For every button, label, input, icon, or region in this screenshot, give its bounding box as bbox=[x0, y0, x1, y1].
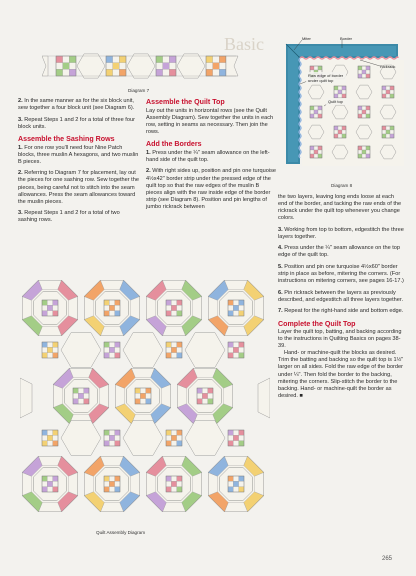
nine-patch-block bbox=[228, 430, 244, 446]
complete-text-2: Hand- or machine-quilt the blocks as desired. Trim the batting and backing so the quilt top is 1½" larger on all sides. Fold the raw edge of the border under ¼". Then fold the border to the backing, mitering the corners. Slip-stitch the border to the backing. Hand- or machine-quilt the border as desired. ■ bbox=[278, 350, 404, 399]
borders-heading: Add the Borders bbox=[146, 140, 202, 149]
quilt-block bbox=[53, 368, 108, 423]
rickrack-label: Rickrack bbox=[380, 64, 396, 69]
muslin-a-hexagon bbox=[185, 333, 225, 368]
col3-continued: the two layers, leaving long ends loose at each end of the border, and tacking the raw ends of the rickrack under the quilt top whenever you change colors. bbox=[278, 194, 402, 222]
quilt-block bbox=[22, 456, 77, 511]
sashing-step-1: 1. For one row you'll need four Nine Patch blocks, three muslin A hexagons, and two muslin B pieces. bbox=[18, 144, 139, 165]
muslin-a-hexagon bbox=[61, 333, 101, 368]
muslin-a-hexagon bbox=[127, 54, 155, 78]
muslin-a-hexagon bbox=[123, 333, 163, 368]
page-banner: Basic bbox=[224, 34, 264, 54]
under-quilt-top-label: under quilt top bbox=[308, 78, 334, 83]
nine-patch-block bbox=[156, 56, 176, 76]
nine-patch-block bbox=[42, 342, 58, 358]
sashing-step-3: 3. Repeat Steps 1 and 2 for a total of two sashing rows. bbox=[18, 210, 120, 224]
muslin-b-piece bbox=[226, 56, 238, 76]
diagram-7-caption: Diagram 7 bbox=[128, 88, 150, 93]
quilt-top-label: Quilt top bbox=[328, 99, 343, 104]
sashing-heading: Assemble the Sashing Rows bbox=[18, 135, 115, 144]
sashing-step-2: 2. Referring to Diagram 7 for placement, lay out the pieces for one sashing row. Sew together the pieces, being careful not to stitch into the seam allowances. Press the seam allowances toward the muslin pieces. bbox=[18, 170, 139, 205]
nine-patch-block bbox=[106, 56, 126, 76]
col1-intro-2: 2. In the same manner as for the six block unit, sew together a four block unit (see Diagram 6). bbox=[18, 98, 135, 112]
nine-patch-block bbox=[166, 342, 182, 358]
nine-patch-block bbox=[104, 342, 120, 358]
column-3 bbox=[278, 194, 404, 404]
border-step-3: 3. Working from top to bottom, edgestitch the three layers together. bbox=[278, 226, 404, 240]
assemble-top-heading: Assemble the Quilt Top bbox=[146, 98, 225, 106]
nine-patch-block bbox=[56, 56, 76, 76]
quilt-assembly-caption: Quilt Assembly Diagram bbox=[96, 530, 146, 535]
muslin-a-hexagon bbox=[123, 421, 163, 456]
muslin-a-hexagon bbox=[177, 54, 205, 78]
border-step-2: 2. With right sides up, position and pin one turquoise 4½x42" border strip under the pressed edge of the quilt top so that the raw edges of the muslin B pieces align with the raw inside edge of the border strip (see Diagram 8). Position and pin lengths of jumbo rickrack between bbox=[146, 168, 276, 210]
complete-heading: Complete the Quilt Top bbox=[278, 319, 356, 328]
quilt-block bbox=[146, 280, 201, 335]
border-step-6: 6. Pin rickrack between the layers as previously described, and edgestitch all three layers together. bbox=[278, 289, 404, 303]
quilt-block bbox=[177, 368, 232, 423]
diagram-8-caption: Diagram 8 bbox=[331, 183, 353, 188]
raw-edge-label: Raw edge of border bbox=[308, 73, 344, 78]
quilt-block bbox=[84, 280, 139, 335]
muslin-a-hexagon bbox=[185, 421, 225, 456]
quilt-block bbox=[115, 368, 170, 423]
nine-patch-block bbox=[166, 430, 182, 446]
miter-label: Miter bbox=[302, 36, 311, 41]
diagram-8 bbox=[280, 36, 404, 166]
quilt-block bbox=[22, 280, 77, 335]
muslin-a-hexagon bbox=[77, 54, 105, 78]
column-1 bbox=[18, 98, 140, 229]
complete-text: Layer the quilt top, batting, and backing according to the instructions in Quilting Basics on pages 38-39. bbox=[278, 329, 402, 350]
muslin-b-piece bbox=[42, 56, 48, 76]
nine-patch-block bbox=[104, 430, 120, 446]
quilt-block bbox=[208, 280, 263, 335]
nine-patch-block bbox=[42, 430, 58, 446]
quilt-block bbox=[146, 456, 201, 511]
border-step-5: 5. Position and pin one turquoise 4½x60" border strip in place as before, mitering the corners. (For instructions on mitering corners, see pages 16-17.) bbox=[278, 263, 404, 284]
quilt-block bbox=[208, 456, 263, 511]
nine-patch-block bbox=[228, 342, 244, 358]
border-step-7: 7. Repeat for the right-hand side and bottom edge. bbox=[278, 308, 404, 315]
assemble-top-text: Lay out the units in horizontal rows (see the Quilt Assembly Diagram). Sew together the units in each row, setting in seams as necessary. Then join the rows. bbox=[146, 107, 274, 135]
page-number: 265 bbox=[382, 556, 393, 562]
border-step-1: 1. Press under the ¼" seam allowance on the left-hand side of the quilt top. bbox=[146, 149, 270, 163]
nine-patch-block bbox=[206, 56, 226, 76]
border-label: Border bbox=[340, 36, 353, 41]
quilt-block bbox=[84, 456, 139, 511]
col1-intro-3: 3. Repeat Steps 1 and 2 for a total of three four block units. bbox=[18, 116, 135, 130]
muslin-a-hexagon bbox=[61, 421, 101, 456]
border-step-4: 4. Press under the ¼" seam allowance on the top edge of the quilt top. bbox=[278, 245, 401, 259]
column-2 bbox=[146, 98, 276, 215]
quilt-assembly-diagram bbox=[20, 276, 270, 528]
